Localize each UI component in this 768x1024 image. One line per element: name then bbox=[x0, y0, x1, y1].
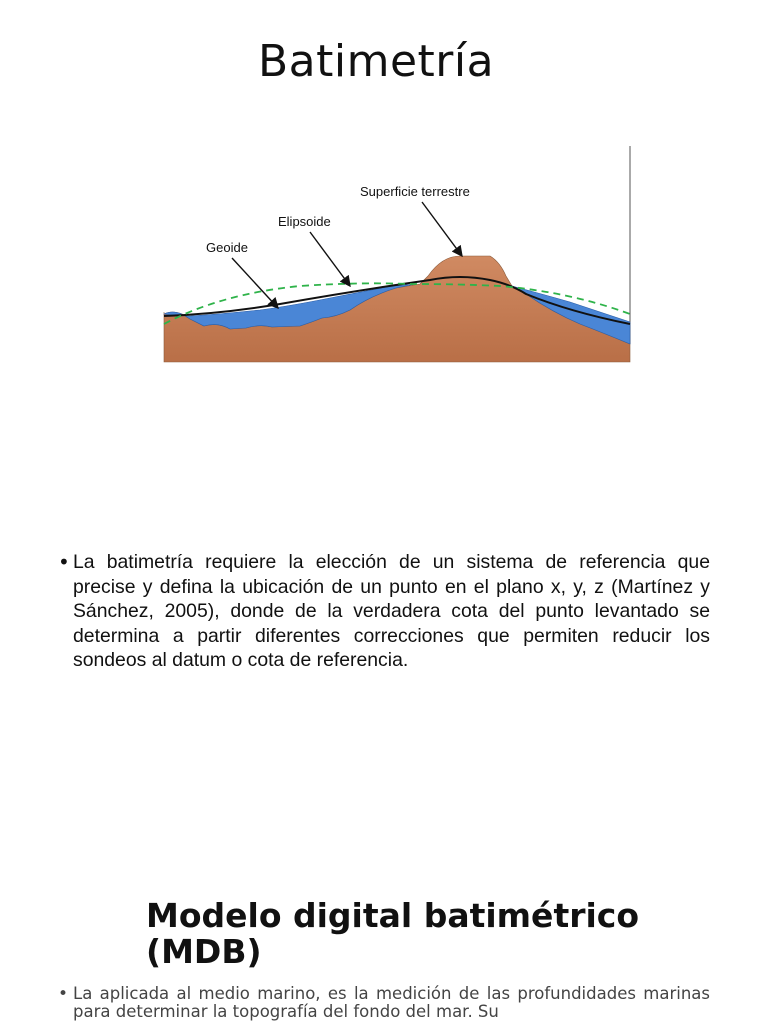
paragraph-mdb-definition bbox=[58, 985, 710, 1021]
label-ellipsoid: Elipsoide bbox=[278, 214, 331, 229]
arrow-geoid bbox=[232, 258, 278, 308]
paragraph-text: La batimetría requiere la elección de un sistema de referencia que precise y defina la ubicación de un punto en el plano x, y, z (Martínez y Sánchez, 2005), donde de la verdadera cota del punto levantado se determina a partir diferentes correcciones que permiten reducir los sondeos al datum o cota de referencia. bbox=[73, 551, 710, 671]
bathymetry-diagram bbox=[160, 144, 634, 366]
section-heading: Modelo digital batimétrico (MDB) bbox=[146, 896, 640, 971]
arrow-ellipsoid bbox=[310, 232, 350, 286]
bullet-marker: • bbox=[58, 550, 70, 574]
arrow-surface bbox=[422, 202, 462, 256]
slide-title: Batimetría bbox=[257, 36, 495, 87]
label-geoid: Geoide bbox=[206, 240, 248, 255]
paragraph-text: La aplicada al medio marino, es la medición de las profundidades marinas para determinar la topografía del fondo del mar. Su bbox=[73, 984, 710, 1021]
bullet-marker: • bbox=[58, 984, 69, 1004]
paragraph-reference-system bbox=[58, 550, 710, 673]
label-surface: Superficie terrestre bbox=[360, 184, 470, 199]
